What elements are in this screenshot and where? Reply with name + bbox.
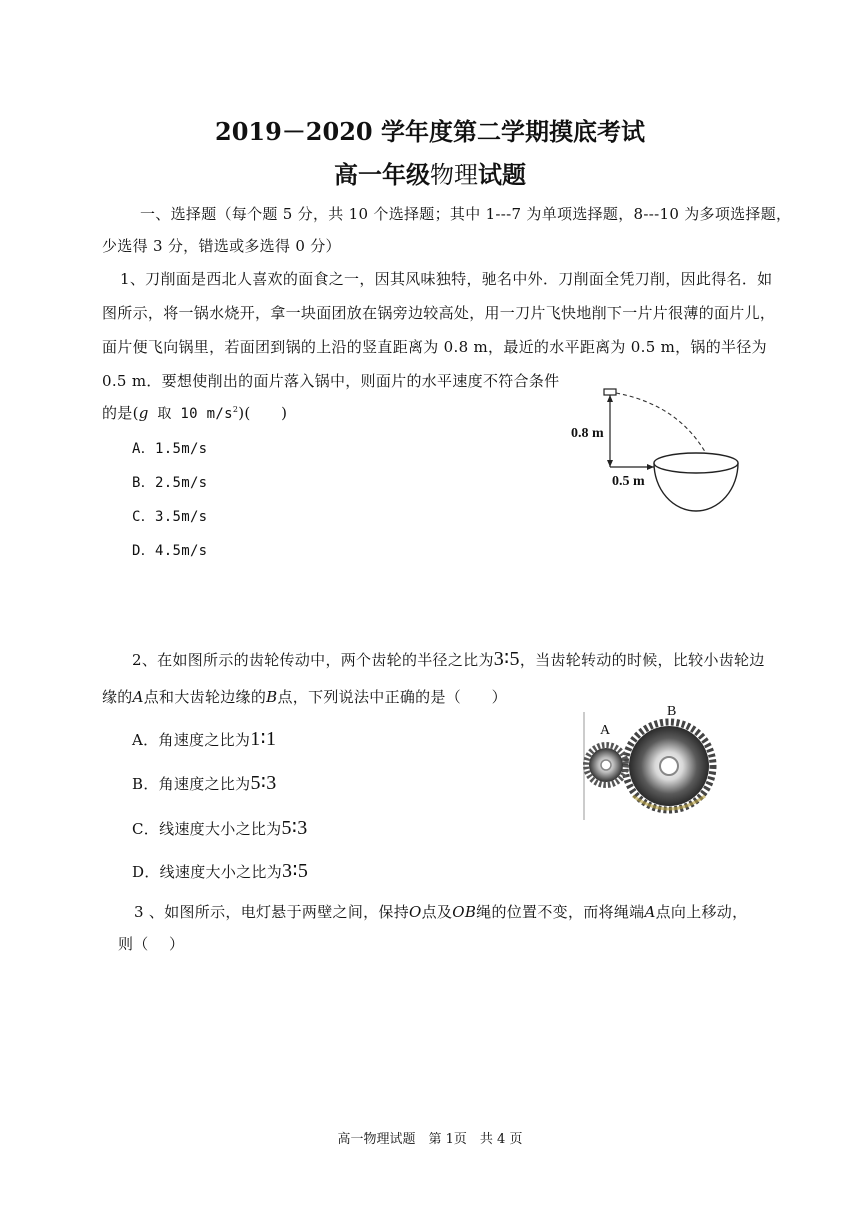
subtitle-subject: 物理 (430, 161, 478, 189)
q2-option-b-ratio: 5∶3 (250, 772, 277, 794)
q2-option-c (132, 815, 308, 840)
section-intro-line1: 一、选择题（每个题 5 分，共 10 个选择题；其中 1---7 为单项选择题，8---10 为多项选择题， (140, 205, 792, 223)
q2-option-b-text: B．角速度之比为 (132, 775, 251, 793)
q2-radius-ratio: 3∶5 (493, 648, 520, 670)
q2-line2-c: 点，下列说法中正确的是（ ） (277, 688, 507, 706)
trajectory-dashed (616, 393, 708, 457)
label-vertical-distance: 0.8 m (571, 426, 604, 441)
q2-line1-b: ，当齿轮转动的时候，比较小齿轮边 (519, 651, 765, 669)
gear-label-b: B (667, 704, 677, 719)
q3-line1 (134, 901, 747, 922)
q3-rope-ob: OB (452, 903, 477, 921)
q2-line1-a: 2、在如图所示的齿轮传动中，两个齿轮的半径之比为 (132, 651, 494, 669)
q2-option-c-text: C．线速度大小之比为 (132, 820, 282, 838)
q2-line2-a: 缘的 (102, 688, 133, 706)
q2-point-a: A (132, 688, 144, 706)
q1-line5 (102, 402, 287, 423)
q3-line1-a: 3 、如图所示，电灯悬于两壁之间，保持 (134, 903, 410, 921)
pot-rim (654, 453, 738, 473)
q3-point-o: O (409, 903, 422, 921)
dough-block (604, 389, 616, 395)
q3-line1-d: 点向上移动， (655, 903, 748, 921)
q2-option-c-ratio: 5∶3 (281, 817, 308, 839)
q1-g-symbol: g (138, 404, 149, 422)
q3-point-a: A (644, 903, 656, 921)
page-footer: 高一物理试题 第 1页 共 4 页 (337, 1132, 523, 1147)
q2-option-b (132, 770, 277, 795)
q3-line2: 则（ ） (118, 935, 185, 953)
q3-line1-b: 点及 (421, 903, 453, 921)
q1-line5-sup: 2 (232, 405, 239, 414)
q2-option-d-ratio: 3∶5 (282, 860, 309, 882)
gear-label-a: A (600, 723, 611, 738)
noodle-pot-figure (560, 385, 750, 520)
gears-figure (583, 704, 723, 822)
q1-line5-a: 的是( (102, 404, 139, 422)
large-gear-hub (660, 757, 678, 775)
q1-option-c: C．3.5m/s (132, 509, 208, 525)
q1-option-b: B．2.5m/s (132, 475, 208, 491)
q2-option-a-ratio: 1∶1 (250, 728, 277, 750)
q1-line2: 图所示，将一锅水烧开，拿一块面团放在锅旁边较高处，用一刀片飞快地削下一片片很薄的面片儿， (102, 304, 776, 322)
q3-line1-c: 绳的位置不变，而将绳端 (476, 903, 645, 921)
q1-option-a: A．1.5m/s (132, 441, 208, 457)
exam-subtitle (0, 155, 860, 190)
q2-option-d (132, 858, 308, 883)
exam-title: 2019－2020 学年度第二学期摸底考试 (215, 117, 645, 146)
q2-line1 (132, 646, 765, 671)
section-intro-line2: 少选得 3 分，错选或多选得 0 分） (102, 237, 341, 255)
q2-line2 (102, 686, 507, 707)
q1-option-d: D．4.5m/s (132, 543, 208, 559)
vertical-arrow-bottom (607, 460, 613, 467)
subtitle-paper: 试题 (478, 160, 526, 189)
q1-line5-c: )( ) (238, 404, 288, 422)
vertical-arrow-top (607, 395, 613, 402)
label-horizontal-distance: 0.5 m (612, 474, 645, 489)
horizontal-arrow (647, 464, 654, 470)
subtitle-grade: 高一年级 (334, 160, 430, 189)
q2-line2-b: 点和大齿轮边缘的 (143, 688, 267, 706)
q2-option-d-text: D．线速度大小之比为 (132, 863, 283, 881)
small-gear-hub (601, 760, 611, 770)
q1-line4: 0.5 m．要想使削出的面片落入锅中，则面片的水平速度不符合条件 (102, 372, 560, 390)
q1-line5-b: 取 10 m/s (148, 406, 233, 422)
q2-option-a (132, 726, 276, 751)
q2-point-b: B (266, 688, 278, 706)
q1-line3: 面片便飞向锅里，若面团到锅的上沿的竖直距离为 0.8 m，最近的水平距离为 0.5 m，锅的半径为 (102, 338, 767, 356)
q1-line1: 1、刀削面是西北人喜欢的面食之一，因其风味独特，驰名中外．刀削面全凭刀削，因此得名．如 (120, 270, 773, 288)
q2-option-a-text: A．角速度之比为 (132, 731, 251, 749)
